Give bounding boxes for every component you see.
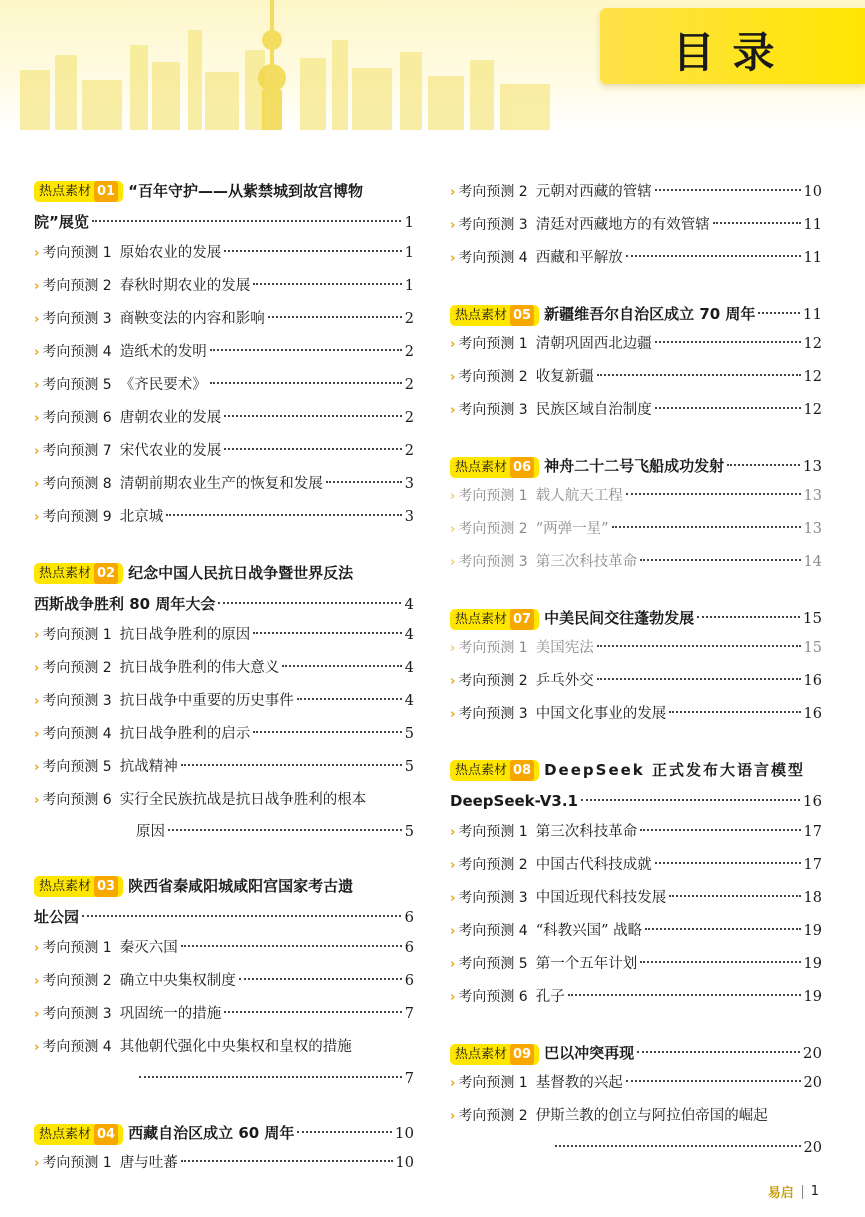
chevron-right-icon: ›	[34, 411, 40, 426]
toc-item[interactable]: › 考向预测 5 《齐民要术》 2	[34, 369, 414, 402]
toc-item[interactable]: › 考向预测 4 抗日战争胜利的启示 5	[34, 718, 414, 751]
toc-item[interactable]: › 考向预测 5 抗战精神 5	[34, 751, 414, 784]
toc-item[interactable]: › 考向预测 3 抗日战争中重要的历史事件 4	[34, 685, 414, 718]
toc-item-continued[interactable]: 7	[34, 1064, 414, 1094]
section-title[interactable]: 热点素材 08 DeepSeek 正式发布大语言模型	[450, 757, 822, 784]
chevron-right-icon: ›	[34, 694, 40, 709]
toc-item[interactable]: › 考向预测 2 乒乓外交 16	[450, 665, 822, 698]
page-number: 1	[404, 213, 414, 231]
section-title[interactable]: 热点素材 04 西藏自治区成立 60 周年 10	[34, 1120, 414, 1147]
toc-item[interactable]: › 考向预测 2 元朝对西藏的管辖 10	[450, 176, 822, 209]
toc-item[interactable]: › 考向预测 2 抗日战争胜利的伟大意义 4	[34, 652, 414, 685]
page-title: 目录	[672, 28, 793, 77]
toc-item[interactable]: › 考向预测 2 确立中央集权制度 6	[34, 965, 414, 998]
page-number: 1	[810, 1184, 819, 1199]
toc-item[interactable]: › 考向预测 3 民族区域自治制度 12	[450, 394, 822, 427]
toc-item[interactable]: › 考向预测 3 商鞅变法的内容和影响 2	[34, 303, 414, 336]
hot-topic-tag: 热点素材 05	[450, 305, 539, 326]
page-number: 13	[802, 457, 822, 475]
chevron-right-icon: ›	[34, 760, 40, 775]
chevron-right-icon: ›	[34, 477, 40, 492]
toc-item[interactable]: › 考向预测 2 “两弹一星” 13	[450, 513, 822, 546]
chevron-right-icon: ›	[34, 345, 40, 360]
section-04	[34, 1120, 414, 1180]
toc-item[interactable]: › 考向预测 9 北京城 3	[34, 501, 414, 534]
toc-item[interactable]: › 考向预测 6 实行全民族抗战是抗日战争胜利的根本	[34, 784, 414, 817]
right-column	[450, 178, 822, 1189]
hot-topic-tag: 热点素材 01	[34, 181, 123, 202]
page-number: 6	[404, 908, 414, 926]
section-title-continued[interactable]: 址公园 6	[34, 902, 414, 932]
toc-item[interactable]: › 考向预测 4 造纸术的发明 2	[34, 336, 414, 369]
chevron-right-icon: ›	[450, 185, 456, 200]
section-06	[450, 453, 822, 579]
page-number: 11	[802, 305, 822, 323]
toc-item[interactable]: › 考向预测 3 中国文化事业的发展 16	[450, 698, 822, 731]
chevron-right-icon: ›	[450, 251, 456, 266]
chevron-right-icon: ›	[34, 628, 40, 643]
chevron-right-icon: ›	[450, 522, 456, 537]
section-05	[450, 301, 822, 427]
chevron-right-icon: ›	[450, 957, 456, 972]
toc-item[interactable]: › 考向预测 4 “科教兴国” 战略 19	[450, 915, 822, 948]
section-title-continued[interactable]: 院”展览 1	[34, 207, 414, 237]
page-number: 20	[802, 1044, 822, 1062]
toc-item[interactable]: › 考向预测 7 宋代农业的发展 2	[34, 435, 414, 468]
chevron-right-icon: ›	[450, 403, 456, 418]
chevron-right-icon: ›	[34, 941, 40, 956]
toc-item[interactable]: › 考向预测 3 第三次科技革命 14	[450, 546, 822, 579]
toc-item[interactable]: › 考向预测 1 原始农业的发展 1	[34, 237, 414, 270]
section-title-continued[interactable]: DeepSeek-V3.1 16	[450, 786, 822, 816]
section-02	[34, 560, 414, 847]
chevron-right-icon: ›	[450, 990, 456, 1005]
left-column	[34, 178, 414, 1206]
chevron-right-icon: ›	[450, 555, 456, 570]
toc-item[interactable]: › 考向预测 3 清廷对西藏地方的有效管辖 11	[450, 209, 822, 242]
section-title[interactable]: 热点素材 05 新疆维吾尔自治区成立 70 周年 11	[450, 301, 822, 328]
section-04-continued	[450, 176, 822, 275]
toc-item[interactable]: › 考向预测 2 伊斯兰教的创立与阿拉伯帝国的崛起	[450, 1100, 822, 1133]
section-08	[450, 757, 822, 1014]
chevron-right-icon: ›	[450, 858, 456, 873]
toc-item[interactable]: › 考向预测 4 其他朝代强化中央集权和皇权的措施	[34, 1031, 414, 1064]
chevron-right-icon: ›	[34, 378, 40, 393]
chevron-right-icon: ›	[34, 246, 40, 261]
section-title[interactable]: 热点素材 03 陕西省秦咸阳城咸阳宫国家考古遗	[34, 873, 414, 900]
toc-item[interactable]: › 考向预测 8 清朝前期农业生产的恢复和发展 3	[34, 468, 414, 501]
chevron-right-icon: ›	[34, 510, 40, 525]
page-footer	[768, 1182, 819, 1201]
toc-item[interactable]: › 考向预测 2 中国古代科技成就 17	[450, 849, 822, 882]
chevron-right-icon: ›	[450, 218, 456, 233]
page-number: 4	[404, 595, 414, 613]
chevron-right-icon: ›	[34, 444, 40, 459]
toc-item[interactable]: › 考向预测 6 唐朝农业的发展 2	[34, 402, 414, 435]
section-09	[450, 1040, 822, 1163]
toc-item[interactable]: › 考向预测 3 巩固统一的措施 7	[34, 998, 414, 1031]
toc-item[interactable]: › 考向预测 2 收复新疆 12	[450, 361, 822, 394]
chevron-right-icon: ›	[450, 370, 456, 385]
section-01	[34, 178, 414, 534]
toc-item[interactable]: › 考向预测 1 秦灭六国 6	[34, 932, 414, 965]
chevron-right-icon: ›	[450, 924, 456, 939]
hot-topic-tag: 热点素材 06	[450, 457, 539, 478]
hot-topic-tag: 热点素材 03	[34, 876, 123, 897]
chevron-right-icon: ›	[450, 641, 456, 656]
toc-item[interactable]: › 考向预测 2 春秋时期农业的发展 1	[34, 270, 414, 303]
chevron-right-icon: ›	[450, 1109, 456, 1124]
toc-item[interactable]: › 考向预测 6 孔子 19	[450, 981, 822, 1014]
toc-item[interactable]: › 考向预测 1 清朝巩固西北边疆 12	[450, 328, 822, 361]
chevron-right-icon: ›	[450, 489, 456, 504]
toc-item[interactable]: › 考向预测 5 第一个五年计划 19	[450, 948, 822, 981]
toc-item[interactable]: › 考向预测 1 基督教的兴起 20	[450, 1067, 822, 1100]
city-skyline-illustration	[0, 0, 600, 130]
chevron-right-icon: ›	[34, 312, 40, 327]
toc-item-continued[interactable]: 原因 5	[136, 824, 414, 840]
page-number: 10	[394, 1124, 414, 1142]
chevron-right-icon: ›	[34, 1156, 40, 1171]
toc-item[interactable]: › 考向预测 1 抗日战争胜利的原因 4	[34, 619, 414, 652]
hot-topic-tag: 热点素材 04	[34, 1124, 123, 1145]
hot-topic-tag: 热点素材 07	[450, 609, 539, 630]
brand-logo: 易启	[767, 1186, 794, 1201]
chevron-right-icon: ›	[34, 974, 40, 989]
hot-topic-tag: 热点素材 08	[450, 760, 539, 781]
chevron-right-icon: ›	[450, 674, 456, 689]
toc-item[interactable]: › 考向预测 1 第三次科技革命 17	[450, 816, 822, 849]
hot-topic-tag: 热点素材 02	[34, 563, 123, 584]
chevron-right-icon: ›	[34, 1007, 40, 1022]
header-banner	[0, 0, 865, 130]
section-title[interactable]: 热点素材 09 巴以冲突再现 20	[450, 1040, 822, 1067]
toc-item[interactable]: › 考向预测 1 唐与吐蕃 10	[34, 1147, 414, 1180]
section-title[interactable]: 热点素材 02 纪念中国人民抗日战争暨世界反法	[34, 560, 414, 587]
toc-item-continued[interactable]: 20	[450, 1133, 822, 1163]
chevron-right-icon: ›	[450, 1076, 456, 1091]
section-title-continued[interactable]: 西斯战争胜利 80 周年大会 4	[34, 589, 414, 619]
divider	[802, 1185, 803, 1199]
chevron-right-icon: ›	[450, 825, 456, 840]
section-07	[450, 605, 822, 731]
page-number: 15	[802, 609, 822, 627]
chevron-right-icon: ›	[450, 891, 456, 906]
section-title[interactable]: 热点素材 07 中美民间交往蓬勃发展 15	[450, 605, 822, 632]
toc-item[interactable]: › 考向预测 1 载人航天工程 13	[450, 480, 822, 513]
toc-item[interactable]: › 考向预测 1 美国宪法 15	[450, 632, 822, 665]
title-box	[600, 8, 865, 84]
section-03	[34, 873, 414, 1094]
chevron-right-icon: ›	[450, 707, 456, 722]
chevron-right-icon: ›	[34, 793, 40, 808]
section-title[interactable]: 热点素材 01 “百年守护——从紫禁城到故宫博物	[34, 178, 414, 205]
toc-item[interactable]: › 考向预测 3 中国近现代科技发展 18	[450, 882, 822, 915]
section-title[interactable]: 热点素材 06 神舟二十二号飞船成功发射 13	[450, 453, 822, 480]
chevron-right-icon: ›	[34, 661, 40, 676]
hot-topic-tag: 热点素材 09	[450, 1044, 539, 1065]
chevron-right-icon: ›	[450, 337, 456, 352]
toc-item[interactable]: › 考向预测 4 西藏和平解放 11	[450, 242, 822, 275]
chevron-right-icon: ›	[34, 727, 40, 742]
chevron-right-icon: ›	[34, 279, 40, 294]
chevron-right-icon: ›	[34, 1040, 40, 1055]
page-number: 16	[802, 792, 822, 810]
